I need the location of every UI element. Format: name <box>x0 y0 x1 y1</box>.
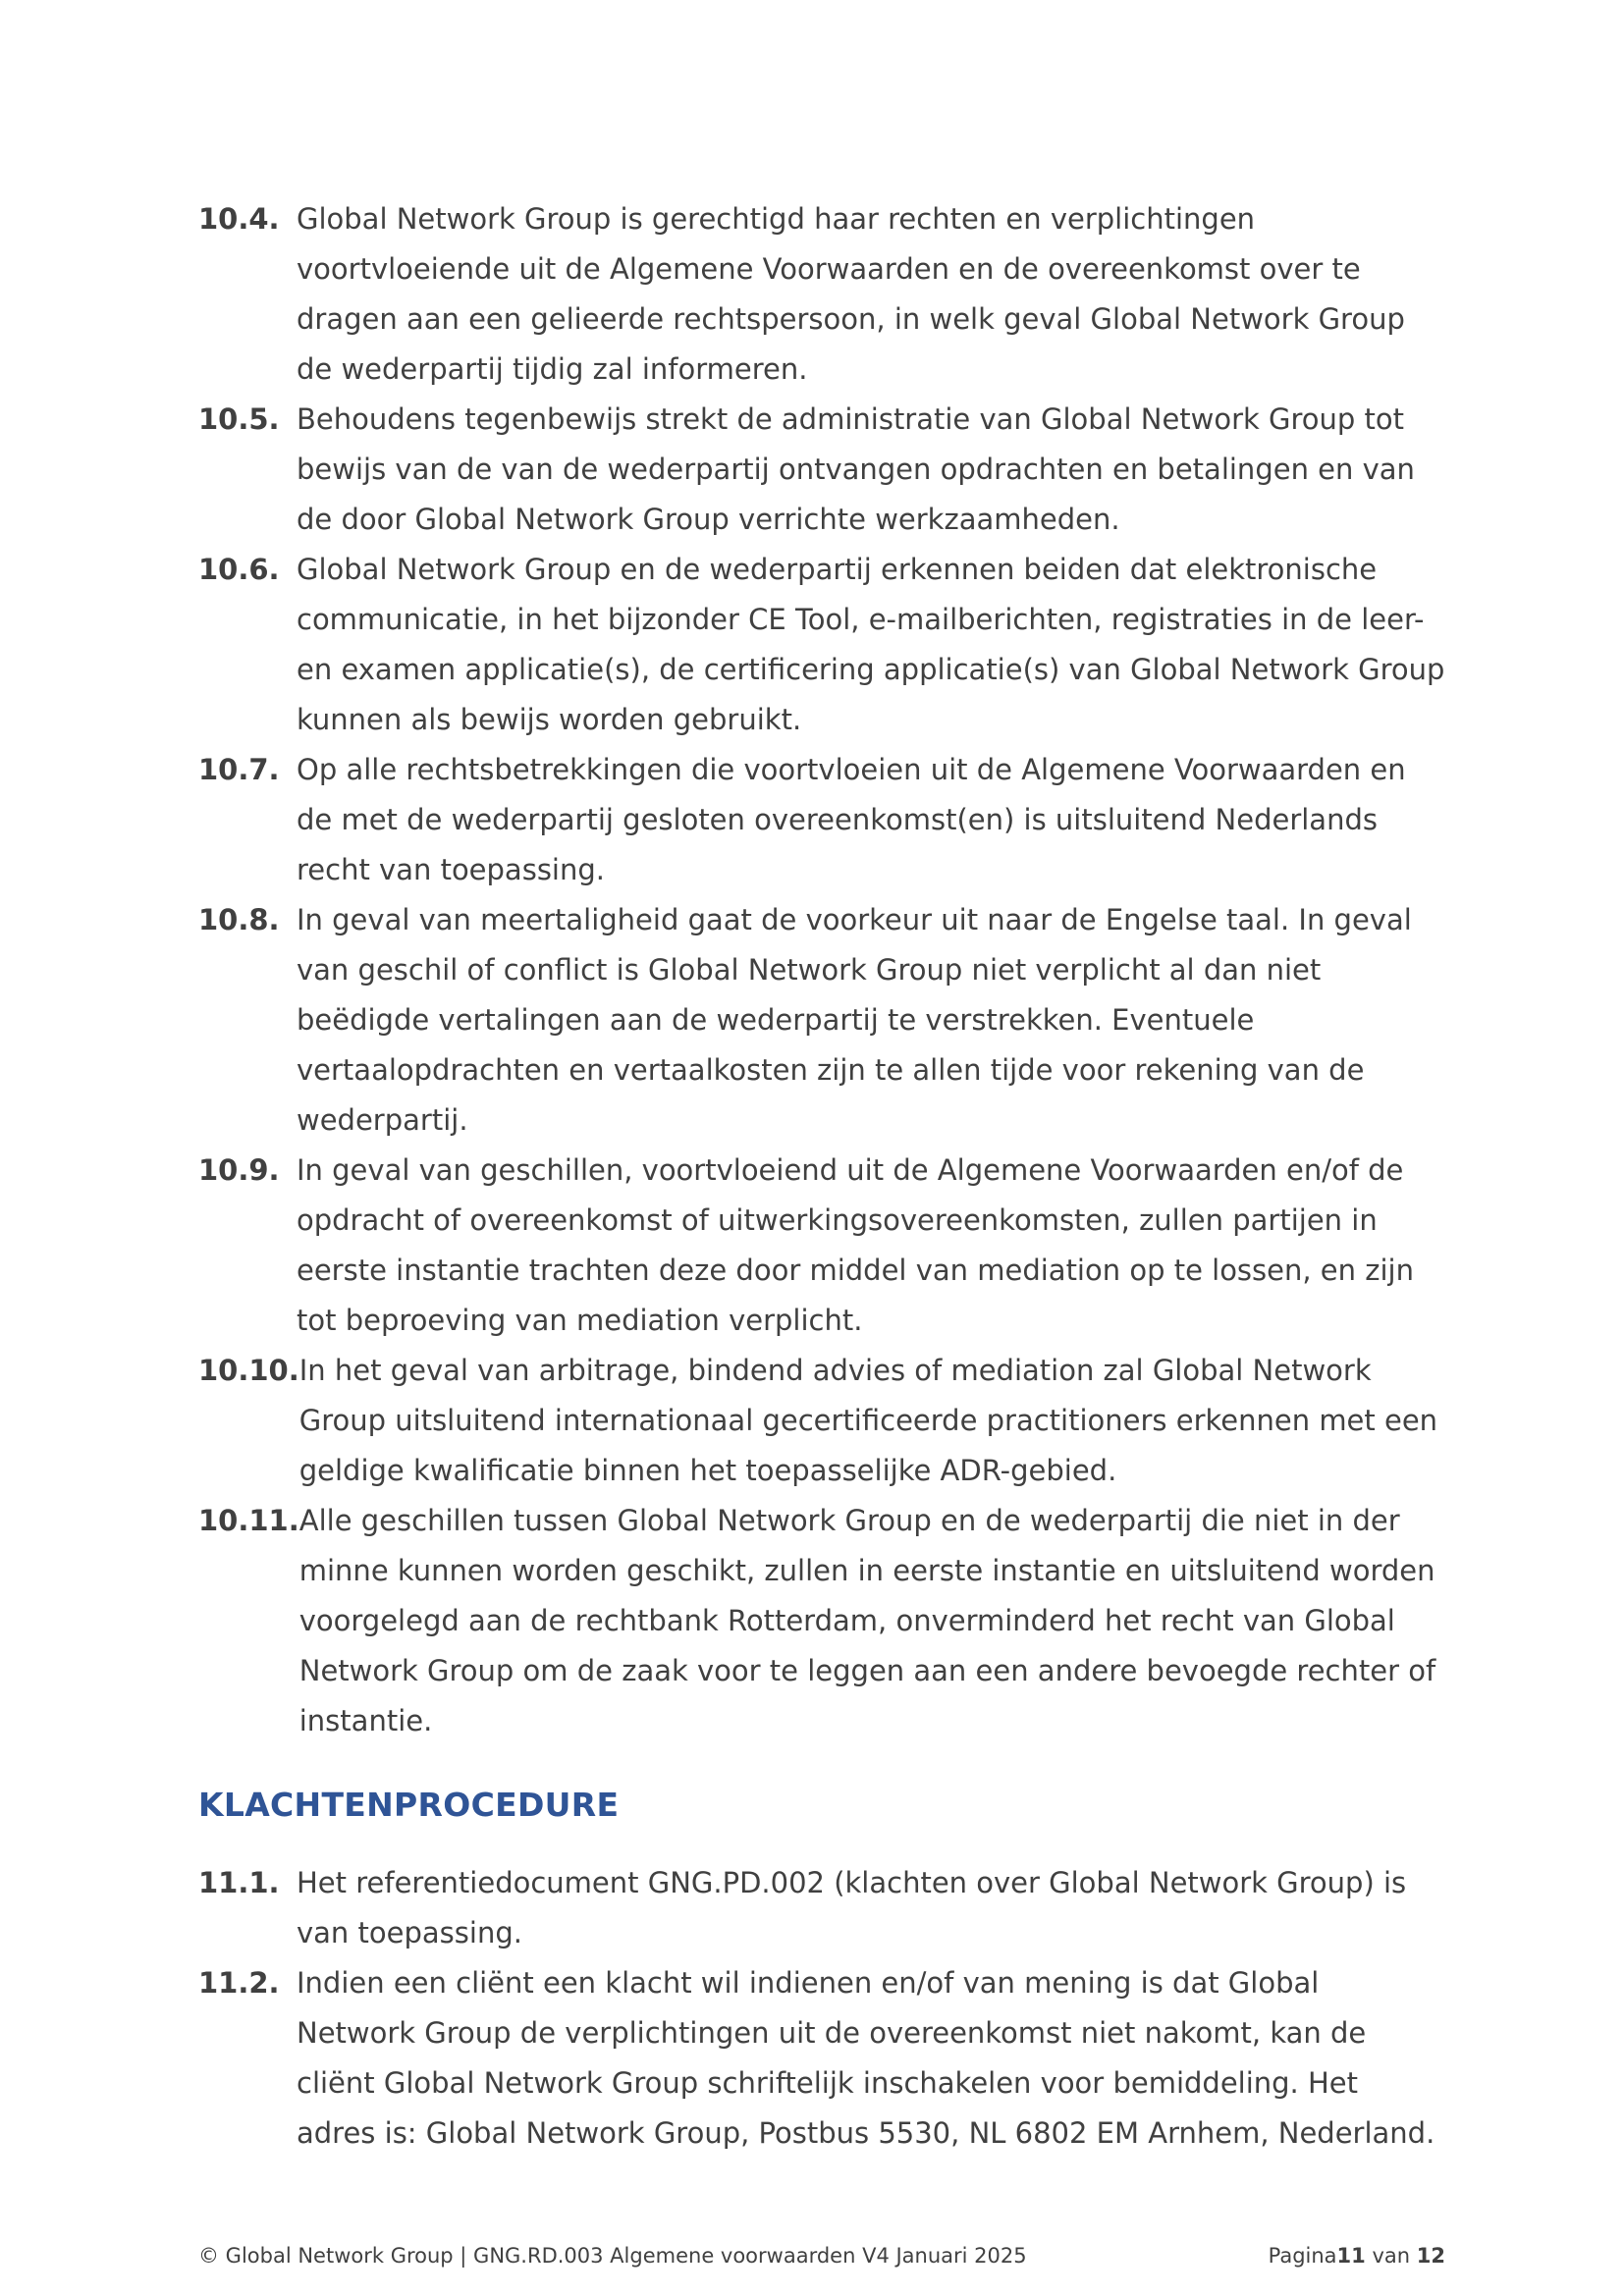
clause-text: In geval van meertaligheid gaat de voorkeur uit naar de Engelse taal. In geval van geschil of conflict is Global Network Group niet verplicht al dan niet beëdigde vertalingen aan de wederpartij te verstrekken. Eventuele vertaalopdrachten en vertaalkosten zijn te allen tijde voor rekening van de wederpartij. <box>297 903 1412 1137</box>
clause-number: 11.2. <box>198 1966 280 2000</box>
clause-text: Global Network Group is gerechtigd haar rechten en verplichtingen voortvloeiende uit de Algemene Voorwaarden en de overeenkomst over te dragen aan een gelieerde rechtspersoon, in welk geval Global Network Group de wederpartij tijdig zal informeren. <box>297 202 1405 386</box>
clause-text: Alle geschillen tussen Global Network Group en de wederpartij die niet in der minne kunnen worden geschikt, zullen in eerste instantie en uitsluitend worden voorgelegd aan de rechtbank Rotterdam, onverminderd het recht van Global Network Group om de zaak voor te leggen aan een andere bevoegde rechter of instantie. <box>298 1504 1436 1737</box>
clause-number: 10.10. <box>198 1354 299 1387</box>
clause-10-9 <box>198 1146 1445 1346</box>
clause-10-8 <box>198 895 1445 1146</box>
page-content <box>198 194 1445 2159</box>
clause-text: Global Network Group en de wederpartij erkennen beiden dat elektronische communicatie, in het bijzonder CE Tool, e-mailberichten, registraties in de leer- en examen applicatie(s), de certificering applicatie(s) van Global Network Group kunnen als bewijs worden gebruikt. <box>297 553 1445 736</box>
clause-10-7 <box>198 745 1445 895</box>
clause-number: 10.6. <box>198 553 280 586</box>
page-current: 11 <box>1336 2244 1366 2268</box>
page-total: 12 <box>1416 2244 1445 2268</box>
page-footer <box>198 2241 1445 2270</box>
page-of: van <box>1372 2244 1411 2268</box>
clause-number: 10.7. <box>198 753 280 786</box>
page-label: Pagina <box>1268 2244 1337 2268</box>
clause-11-2 <box>198 1958 1445 2159</box>
clause-10-4 <box>198 194 1445 395</box>
clause-number: 11.1. <box>198 1866 280 1899</box>
clause-number: 10.8. <box>198 903 280 936</box>
clause-number: 10.9. <box>198 1153 280 1187</box>
clause-10-5 <box>198 395 1445 545</box>
clause-text: Het referentiedocument GNG.PD.002 (klachten over Global Network Group) is van toepassing. <box>297 1866 1407 1949</box>
clause-number: 10.11. <box>198 1504 299 1537</box>
clause-number: 10.5. <box>198 402 280 436</box>
section-heading: KLACHTENPROCEDURE <box>198 1786 620 1824</box>
clause-text: Indien een cliënt een klacht wil indienen en/of van mening is dat Global Network Group de verplichtingen uit de overeenkomst niet nakomt, kan de cliënt Global Network Group schriftelijk inschakelen voor bemiddeling. Het adres is: Global Network Group, Postbus 5530, NL 6802 EM Arnhem, Nederland. <box>297 1966 1435 2150</box>
clause-11-1 <box>198 1858 1445 1958</box>
clause-text: In het geval van arbitrage, bindend advies of mediation zal Global Network Group uitsluitend internationaal gecertificeerde practitioners erkennen met een geldige kwalificatie binnen het toepasselijke ADR-gebied. <box>298 1354 1438 1487</box>
page-number <box>1269 2241 1445 2270</box>
clause-text: In geval van geschillen, voortvloeiend uit de Algemene Voorwaarden en/of de opdracht of overeenkomst of uitwerkingsovereenkomsten, zullen partijen in eerste instantie trachten deze door middel van mediation op te lossen, en zijn tot beproeving van mediation verplicht. <box>297 1153 1414 1337</box>
clause-text: Behoudens tegenbewijs strekt de administratie van Global Network Group tot bewijs van de van de wederpartij ontvangen opdrachten en betalingen en van de door Global Network Group verrichte werkzaamheden. <box>297 402 1415 536</box>
clause-text: Op alle rechtsbetrekkingen die voortvloeien uit de Algemene Voorwaarden en de met de wederpartij gesloten overeenkomst(en) is uitsluitend Nederlands recht van toepassing. <box>297 753 1406 886</box>
clause-10-10 <box>198 1346 1445 1496</box>
footer-copyright: © Global Network Group | GNG.RD.003 Algemene voorwaarden V4 Januari 2025 <box>198 2244 1027 2268</box>
clause-10-11 <box>198 1496 1445 1746</box>
clause-10-6 <box>198 545 1445 745</box>
clause-number: 10.4. <box>198 202 280 236</box>
